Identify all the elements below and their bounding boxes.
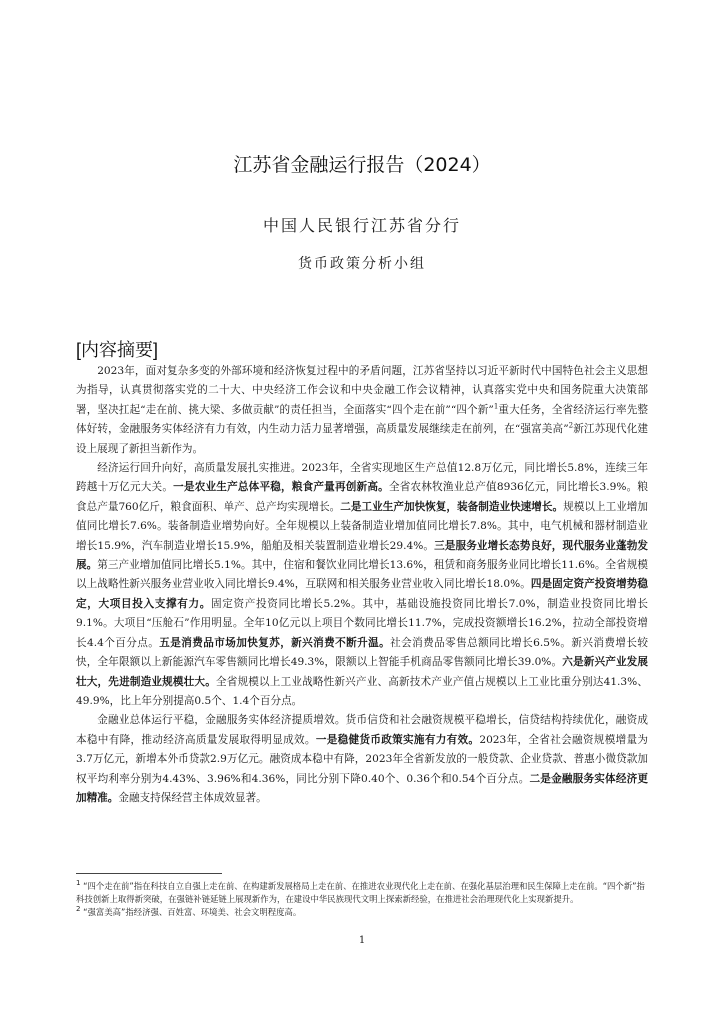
footnote-ref-2: 2 (568, 421, 574, 430)
paragraph-2: 经济运行回升向好，高质量发展扎实推进。2023年，全省实现地区生产总值12.8万亿元，同比增长5.8%，连续三年跨越十万亿元大关。一是农业生产总体平稳，粮食产量再创新高。全省农林牧渔业总产值8936亿元，同比增长3.9%。粮食总产量760亿斤，粮食面积、单产、总产均实现增长。二是工业生产加快恢复，装备制造业快速增长。规模以上工业增加值同比增长7.6%。装备制造业增势向好。全年规模以上装备制造业增加值同比增长7.8%。其中，电气机械和器材制造业增长15.9%，汽车制造业增长15.9%，船舶及相关装置制造业增长29.4%。三是服务业增长态势良好，现代服务业蓬勃发展。第三产业增加值同比增长5.1%。其中，住宿和餐饮业同比增长13.6%，租赁和商务服务业同比增长11.6%。全省规模以上战略性新兴服务业营业收入同比增长9.4%，互联网和相关服务业营业收入同比增长18.0%。四是固定资产投资增势稳定，大项目投入支撑有力。固定资产投资同比增长5.2%。其中，基础设施投资同比增长7.0%，制造业投资同比增长9.1%。大项目“压舱石”作用明显。全年10亿元以上项目个数同比增长11.7%，完成投资额增长16.2%，拉动全部投资增长4.4个百分点。五是消费品市场加快复苏，新兴消费不断升温。社会消费品零售总额同比增长6.5%。新兴消费增长较快，全年限额以上新能源汽车零售额同比增长49.3%，限额以上智能手机商品零售额同比增长39.0%。六是新兴产业发展壮大，先进制造业规模壮大。全省规模以上工业战略性新兴产业、高新技术产业产值占规模以上工业比重分别达41.3%、49.9%，比上年分别提高0.5个、1.4个百分点。 (76, 462, 649, 707)
footnote-divider (76, 873, 222, 874)
paragraph-3: 金融业总体运行平稳，金融服务实体经济提质增效。货币信贷和社会融资规模平稳增长，信贷结构持续优化，融资成本稳中有降，推动经济高质量发展取得明显成效。一是稳健货币政策实施有力有效。2023年，全省社会融资规模增量为3.7万亿元，新增本外币贷款2.9万亿元。融资成本稳中有降，2023年全省新发放的一般贷款、企业贷款、普惠小微贷款加权平均利率分别为4.43%、3.96%和4.36%，同比分别下降0.40个、0.36个和0.54个百分点。二是金融服务实体经济更加精准。金融支持保经营主体成效显著。 (76, 714, 648, 804)
abstract-body (76, 362, 648, 808)
page-number: 1 (358, 935, 366, 946)
report-title: 江苏省金融运行报告（2024） (233, 154, 491, 176)
footnote-1: $^1$ “四个走在前”指在科技自立自强上走在前、在构建新发展格局上走在前、在推进农业现代化上走在前、在强化基层治理和民生保障上走在前。“四个新”指科技创新上取得新突破，在强链补链延链上展现新作为，在建设中华民族现代文明上探索新经验，在推进社会治理现代化上实现新提升。 (76, 879, 645, 905)
organization-name: 中国人民银行江苏省分行 (262, 216, 461, 235)
footnotes (76, 880, 648, 920)
footnote-ref-1: 1 (493, 402, 499, 411)
footnote-2: $^2$ “强富美高”指经济强、百姓富、环境美、社会文明程度高。 (76, 905, 302, 918)
group-name: 货币政策分析小组 (298, 256, 426, 272)
paragraph-1: 2023年，面对复杂多变的外部环境和经济恢复过程中的矛盾问题，江苏省坚持以习近平新时代中国特色社会主义思想为指导，认真贯彻落实党的二十大、中央经济工作会议和中央金融工作会议精神，认真落实党中央和国务院重大决策部署，坚决扛起“走在前、挑大梁、多做贡献”的责任担当，全面落实“四个走在前”“四个新”$^1$重大任务，全省经济运行率先整体好转，金融服务实体经济有力有效，内生动力活力显著增强，高质量发展继续走在前列，在“强富美高”$^2$新江苏现代化建设上展现了新担当新作为。 (76, 365, 649, 455)
section-heading: [内容摘要] (76, 340, 159, 360)
